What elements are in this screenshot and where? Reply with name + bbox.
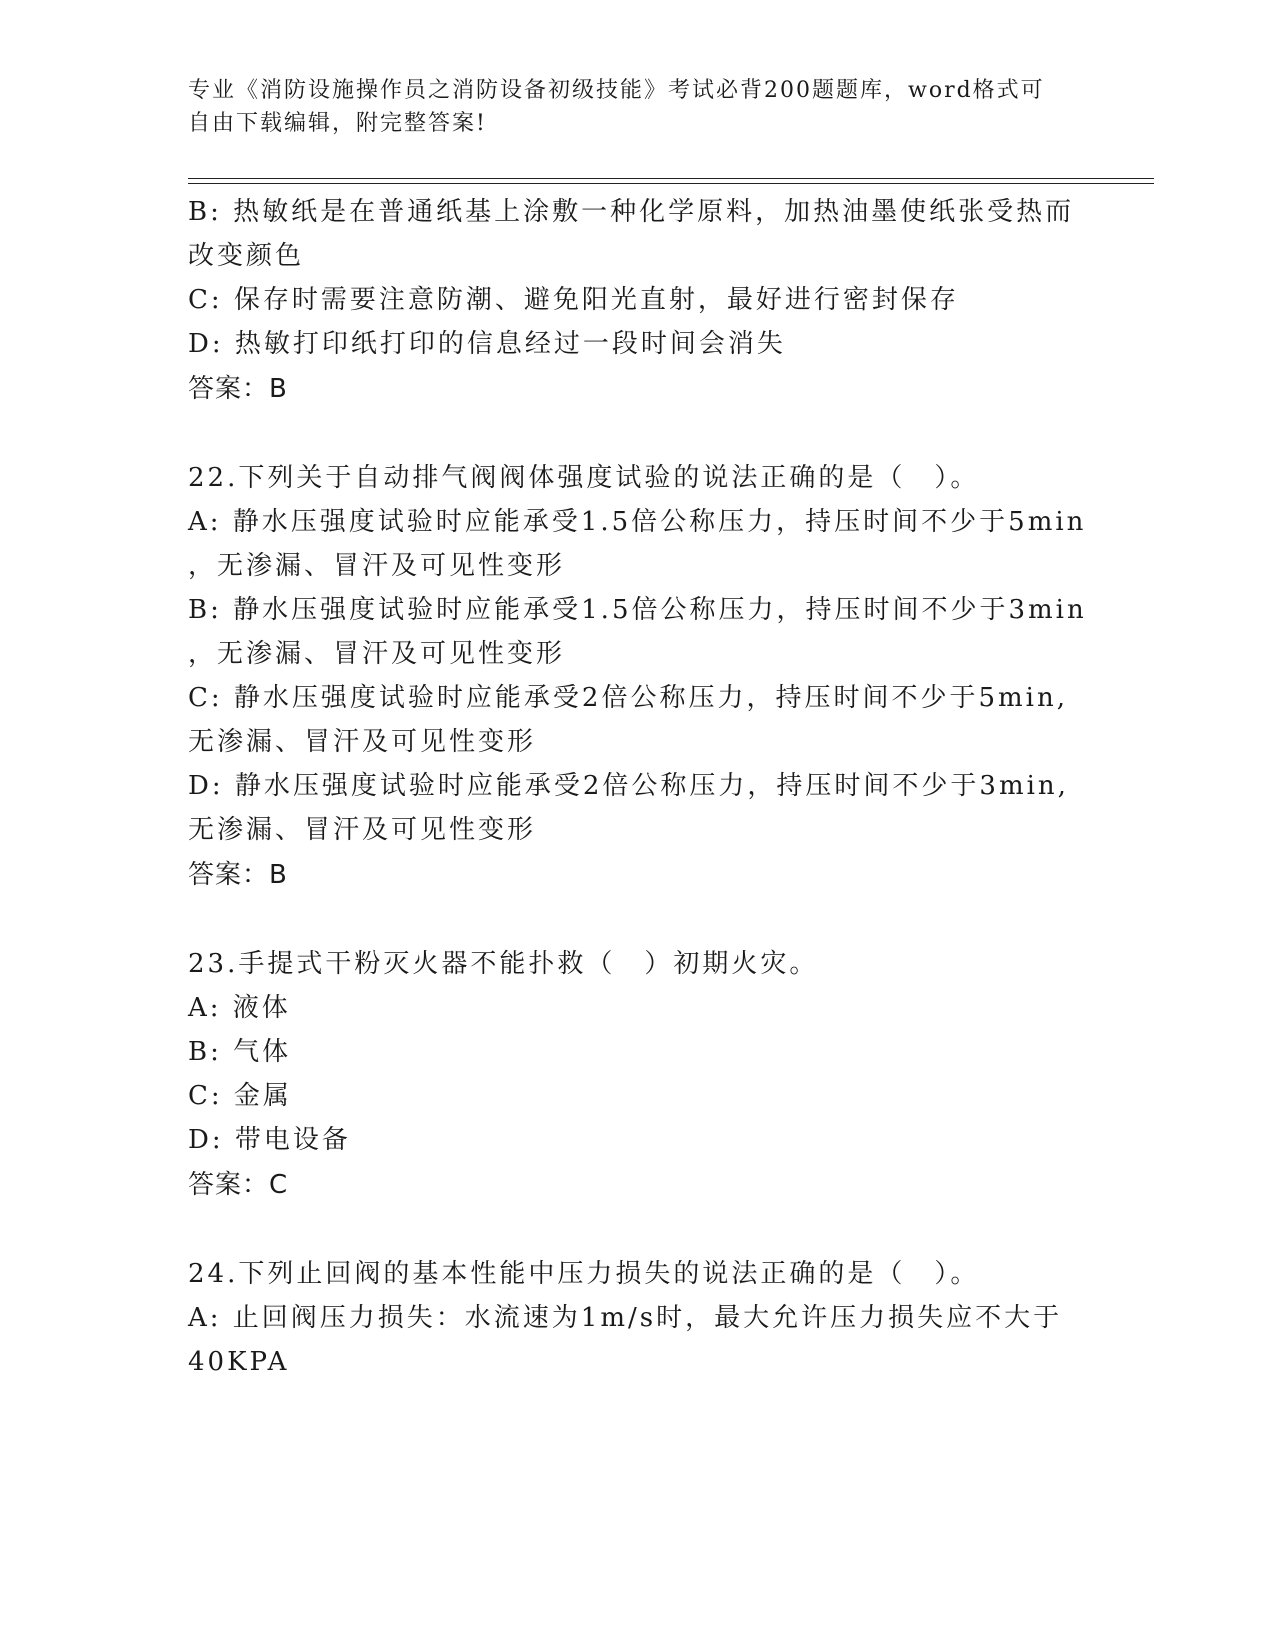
answer-21: 答案：B [188, 374, 288, 404]
question-21-continuation [188, 190, 1088, 412]
option-c: C: 保存时需要注意防潮、避免阳光直射，最好进行密封保存 [188, 285, 959, 315]
option-d: D: 热敏打印纸打印的信息经过一段时间会消失 [188, 329, 786, 359]
spacer [188, 1208, 1088, 1252]
option-b: B: 气体 [188, 1037, 292, 1067]
question-23-stem: 23.手提式干粉灭火器不能扑救（ ）初期火灾。 [188, 949, 819, 979]
question-23 [188, 942, 1088, 1208]
option-a-line-1: A: 静水压强度试验时应能承受1.5倍公称压力，持压时间不少于5min [188, 507, 1087, 537]
document-header [188, 74, 1088, 140]
option-d-line-2: 无渗漏、冒汗及可见性变形 [188, 815, 537, 845]
header-title-line-2: 自由下载编辑，附完整答案! [188, 111, 487, 136]
option-d: D: 带电设备 [188, 1125, 351, 1155]
question-content [188, 190, 1088, 1384]
option-a-line-2: ，无渗漏、冒汗及可见性变形 [188, 551, 566, 581]
option-a: A: 液体 [188, 993, 291, 1023]
option-a-line-2: 40KPA [188, 1347, 290, 1377]
option-c-line-2: 无渗漏、冒汗及可见性变形 [188, 727, 537, 757]
option-c: C: 金属 [188, 1081, 292, 1111]
option-b-line-2: 改变颜色 [188, 241, 305, 271]
option-d-line-1: D: 静水压强度试验时应能承受2倍公称压力，持压时间不少于3min, [188, 771, 1069, 801]
header-divider-top [188, 178, 1154, 179]
header-divider-bottom [188, 183, 1154, 184]
spacer [188, 898, 1088, 942]
option-c-line-1: C: 静水压强度试验时应能承受2倍公称压力，持压时间不少于5min, [188, 683, 1068, 713]
option-a-line-1: A: 止回阀压力损失：水流速为1m/s时，最大允许压力损失应不大于 [188, 1303, 1063, 1333]
question-24-stem: 24.下列止回阀的基本性能中压力损失的说法正确的是（ ）。 [188, 1259, 980, 1289]
option-b-line-1: B: 热敏纸是在普通纸基上涂敷一种化学原料，加热油墨使纸张受热而 [188, 197, 1075, 227]
option-b-line-2: ，无渗漏、冒汗及可见性变形 [188, 639, 566, 669]
spacer [188, 412, 1088, 456]
header-title-line-1: 专业《消防设施操作员之消防设备初级技能》考试必背200题题库，word格式可 [188, 78, 1045, 103]
answer-22: 答案：B [188, 860, 288, 890]
question-22 [188, 456, 1088, 898]
answer-23: 答案：C [188, 1170, 289, 1200]
question-22-stem: 22.下列关于自动排气阀阀体强度试验的说法正确的是（ ）。 [188, 463, 980, 493]
question-24 [188, 1252, 1088, 1384]
option-b-line-1: B: 静水压强度试验时应能承受1.5倍公称压力，持压时间不少于3min [188, 595, 1087, 625]
